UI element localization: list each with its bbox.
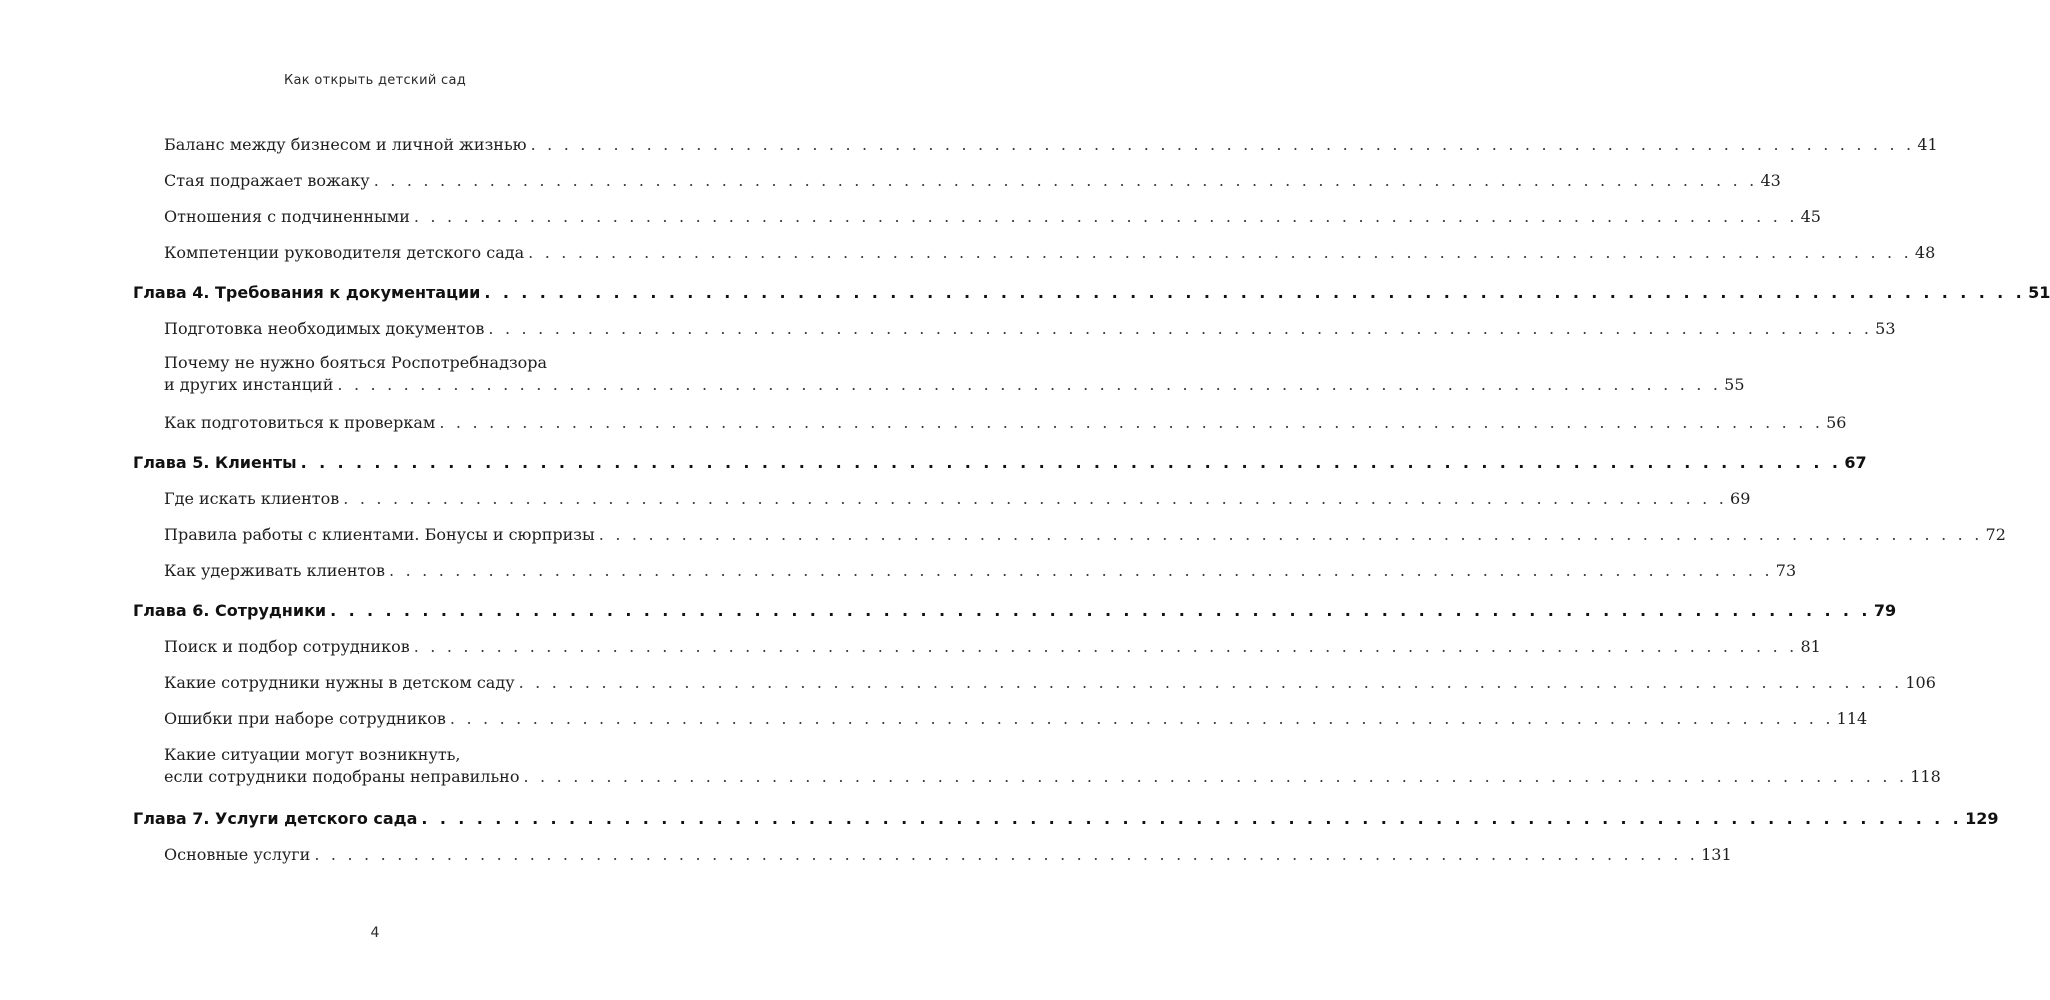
toc-section-entry — [164, 206, 1821, 228]
toc-page-number: 67 — [1844, 453, 1867, 472]
toc-entry-line — [133, 808, 1999, 830]
toc-entry-line — [133, 452, 1867, 474]
page-number: 4 — [370, 925, 380, 941]
toc-entry-title: Какие сотрудники нужны в детском саду — [164, 673, 515, 692]
dot-leader — [314, 844, 1698, 866]
toc-section-entry — [164, 488, 1751, 510]
toc-page-number: 81 — [1800, 637, 1821, 656]
dot-leader — [374, 170, 1758, 192]
toc-entry-title: Глава 6. Сотрудники — [133, 601, 327, 620]
toc-page-number: 79 — [1873, 601, 1897, 620]
toc-entry-line — [164, 206, 1821, 228]
toc-page-number: 45 — [1800, 207, 1821, 226]
dot-leader — [450, 708, 1834, 730]
toc-entry-title: Как подготовиться к проверкам — [164, 413, 436, 432]
toc-entry-title: Стая подражает вожаку — [164, 171, 370, 190]
dot-leader — [523, 766, 1907, 788]
dot-leader — [484, 282, 2025, 304]
toc-entry-line — [164, 766, 1941, 788]
toc-page-number: 69 — [1730, 489, 1751, 508]
toc-entry-title: если сотрудники подобраны неправильно — [164, 767, 520, 786]
toc-section-entry — [164, 134, 1938, 156]
toc-page-number: 53 — [1875, 319, 1896, 338]
dot-leader — [421, 808, 1962, 830]
toc-page-number: 118 — [1910, 767, 1941, 786]
dot-leader — [301, 452, 1842, 474]
toc-page-number: 43 — [1760, 171, 1781, 190]
dot-leader — [439, 412, 1823, 434]
toc-section-entry — [164, 844, 1732, 866]
toc-entry-title: Подготовка необходимых документов — [164, 319, 485, 338]
toc-page-number: 48 — [1914, 243, 1936, 262]
toc-entry-line — [133, 600, 1897, 622]
toc-entry-line — [164, 672, 1936, 694]
toc-entry-line — [164, 242, 1936, 264]
dot-leader — [531, 134, 1915, 156]
toc-page-number: 72 — [1985, 525, 2006, 544]
toc-page-number: 51 — [2028, 283, 2050, 302]
toc-entry-title: Компетенции руководителя детского сада — [164, 243, 525, 262]
toc-section-entry — [164, 672, 1936, 694]
toc-chapter-entry — [133, 282, 2050, 304]
toc-page-number: 106 — [1905, 673, 1936, 692]
toc-entry-line — [164, 524, 2006, 546]
toc-page-number: 41 — [1917, 135, 1938, 154]
toc-entry-title: Глава 4. Требования к документации — [133, 283, 481, 302]
toc-entry-line — [164, 488, 1751, 510]
toc-entry-title-line: Какие ситуации могут возникнуть, — [164, 745, 461, 764]
toc-entry-title: Глава 7. Услуги детского сада — [133, 809, 418, 828]
dot-leader — [389, 560, 1773, 582]
toc-section-entry — [164, 744, 1941, 788]
toc-entry-title: Где искать клиентов — [164, 489, 340, 508]
toc-entry-title: Основные услуги — [164, 845, 311, 864]
toc-entry-line — [164, 318, 1896, 340]
toc-entry-line — [164, 412, 1847, 434]
toc-section-entry — [164, 560, 1797, 582]
toc-chapter-entry — [133, 452, 1867, 474]
toc-entry-line — [164, 844, 1732, 866]
toc-entry-title: Баланс между бизнесом и личной жизнью — [164, 135, 527, 154]
toc-entry-line — [164, 134, 1938, 156]
toc-section-entry — [164, 318, 1896, 340]
toc-page-number: 129 — [1965, 809, 1999, 828]
toc-page-number: 114 — [1836, 709, 1868, 728]
dot-leader — [414, 206, 1798, 228]
dot-leader — [414, 636, 1798, 658]
dot-leader — [519, 672, 1903, 694]
toc-entry-line — [164, 560, 1797, 582]
toc-chapter-entry — [133, 600, 1897, 622]
toc-entry-line — [133, 282, 2050, 304]
toc-page-number: 73 — [1775, 561, 1797, 580]
toc-page-number: 55 — [1724, 375, 1745, 394]
toc-section-entry — [164, 412, 1847, 434]
toc-section-entry — [164, 242, 1936, 264]
toc-entry-title: и других инстанций — [164, 375, 334, 394]
toc-entry-line — [164, 708, 1868, 730]
toc-section-entry — [164, 524, 2006, 546]
toc-entry-title: Правила работы с клиентами. Бонусы и сюрпризы — [164, 525, 595, 544]
toc-section-entry — [164, 170, 1781, 192]
toc-section-entry — [164, 636, 1821, 658]
dot-leader — [337, 374, 1721, 396]
dot-leader — [488, 318, 1872, 340]
toc-entry-title: Поиск и подбор сотрудников — [164, 637, 410, 656]
dot-leader — [330, 600, 1871, 622]
toc-entry-line — [164, 170, 1781, 192]
dot-leader — [599, 524, 1983, 546]
toc-page-number: 131 — [1701, 845, 1732, 864]
toc-page-number: 56 — [1826, 413, 1847, 432]
toc-entry-title-line: Почему не нужно бояться Роспотребнадзора — [164, 353, 548, 372]
running-header: Как открыть детский сад — [283, 73, 467, 88]
toc-entry-title: Глава 5. Клиенты — [133, 453, 297, 472]
toc-entry-line — [164, 374, 1745, 396]
toc-entry-title: Отношения с подчиненными — [164, 207, 410, 226]
toc-section-entry — [164, 708, 1868, 730]
dot-leader — [528, 242, 1912, 264]
toc-chapter-entry — [133, 808, 1999, 830]
toc-section-entry — [164, 352, 1745, 396]
dot-leader — [343, 488, 1727, 510]
toc-entry-title: Как удерживать клиентов — [164, 561, 386, 580]
toc-entry-title: Ошибки при наборе сотрудников — [164, 709, 446, 728]
toc-entry-line — [164, 636, 1821, 658]
